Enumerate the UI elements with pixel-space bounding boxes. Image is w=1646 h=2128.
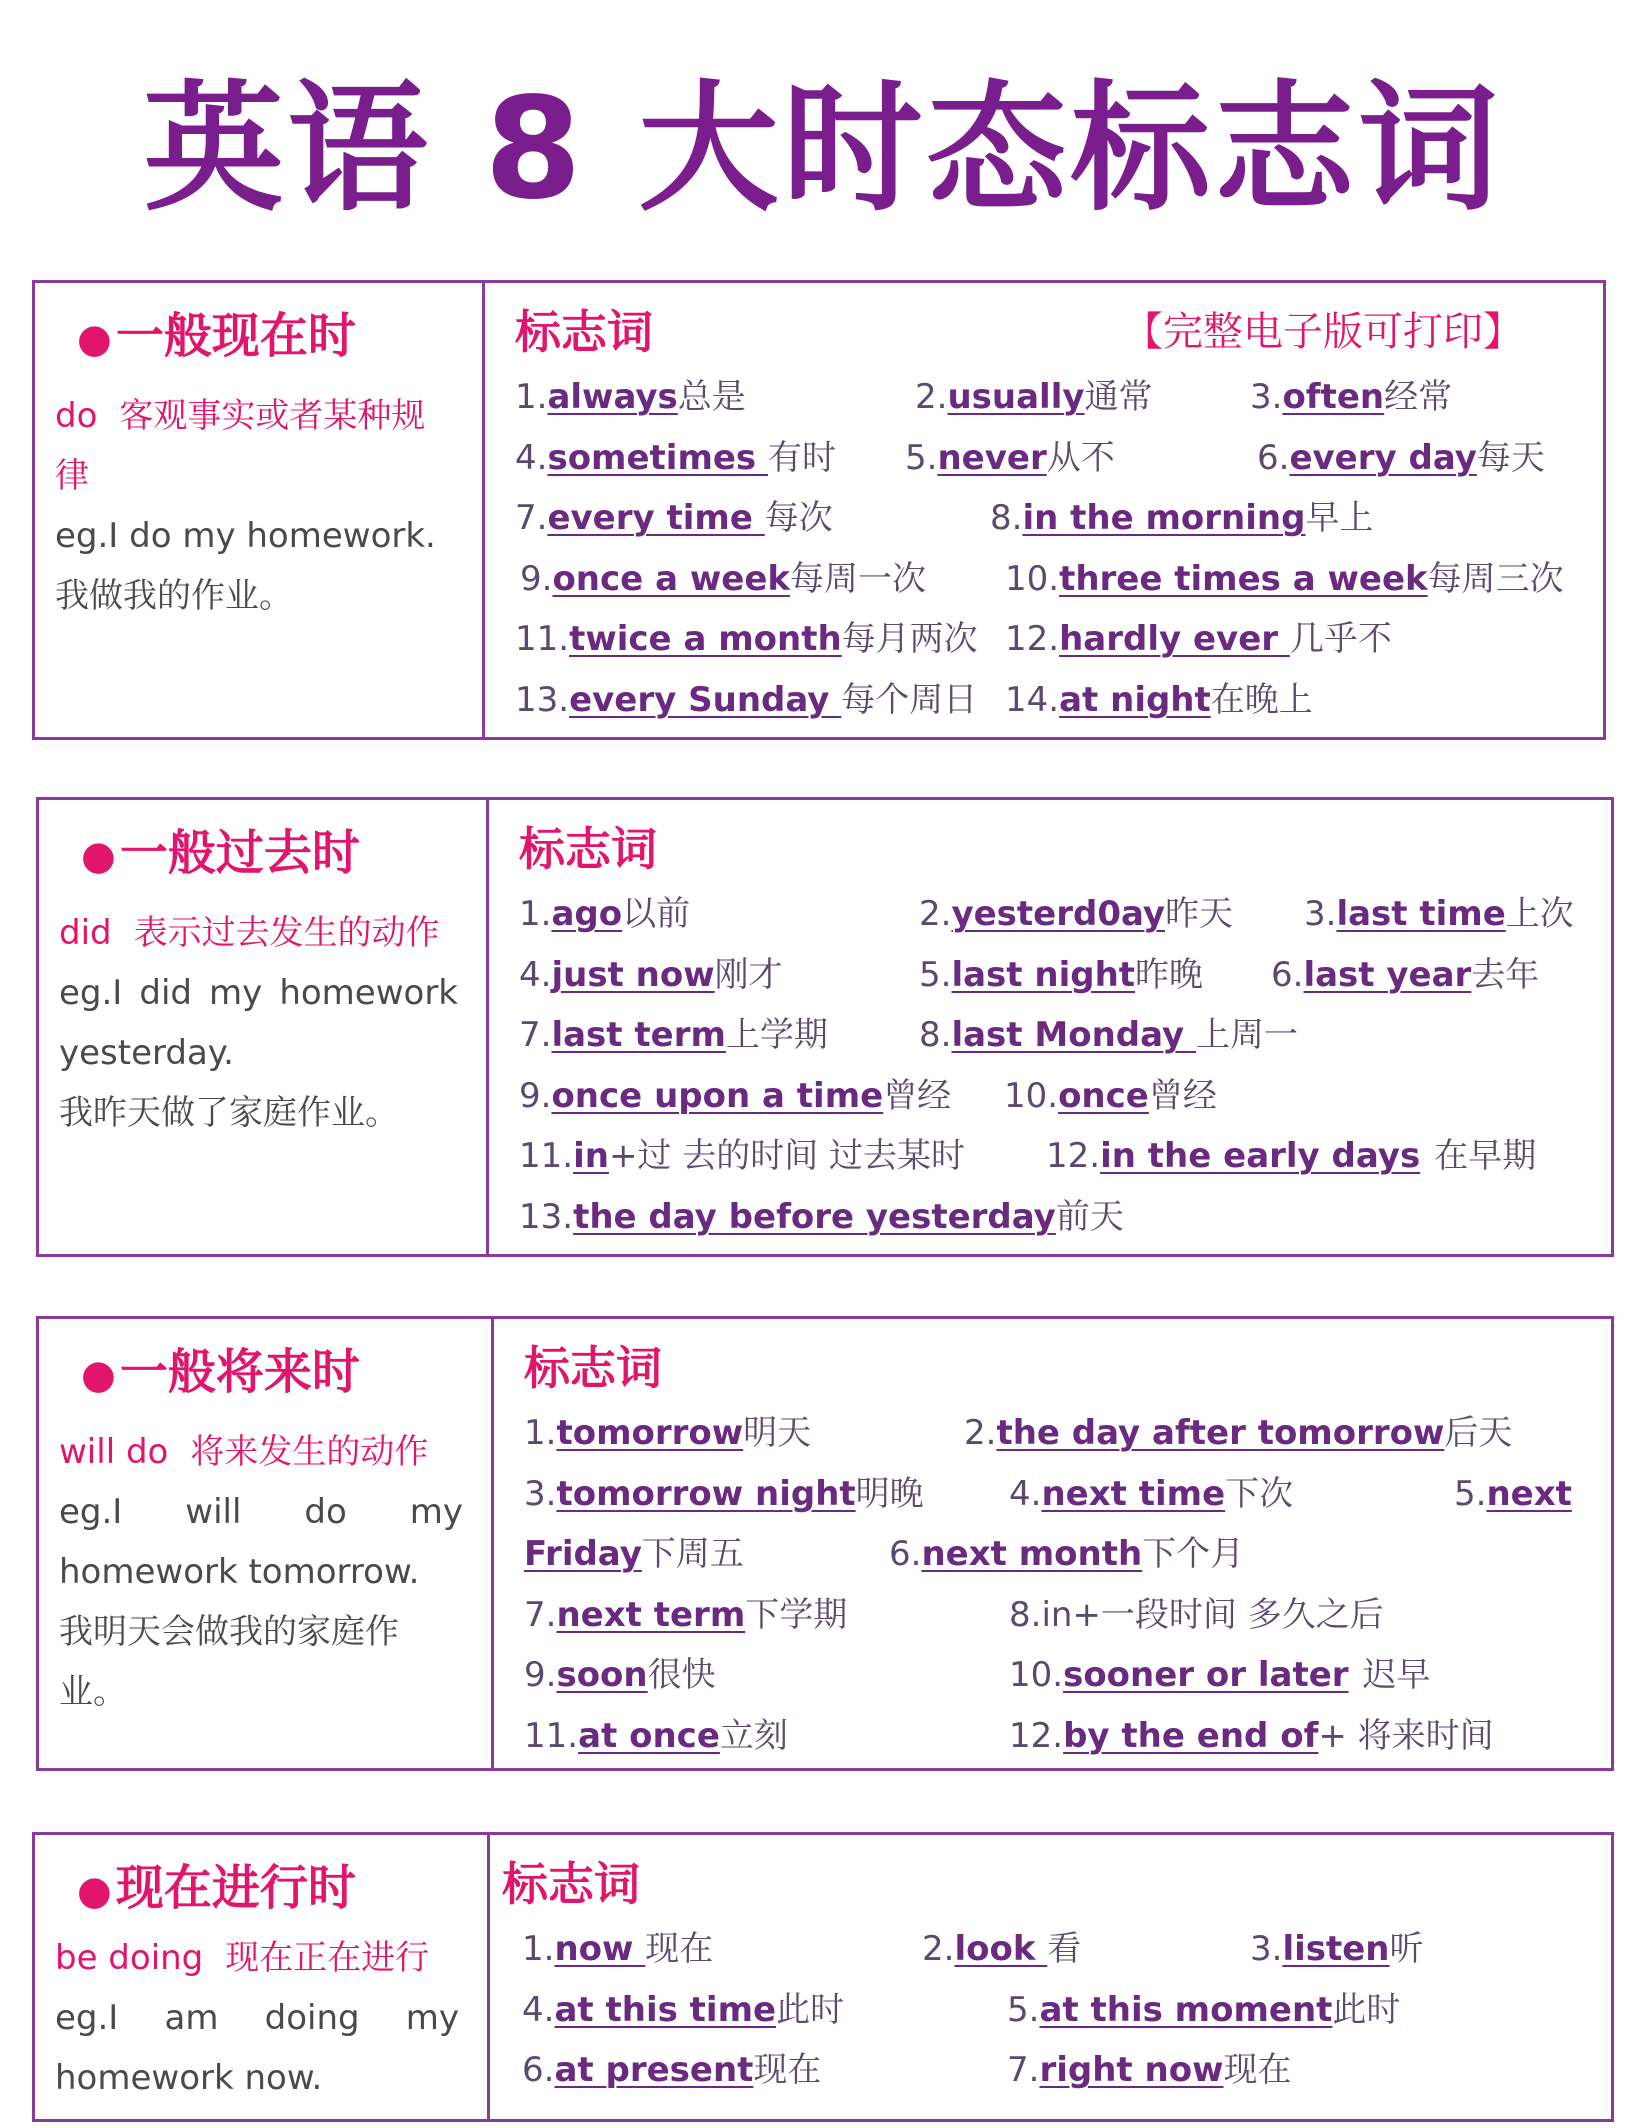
- form-description: 将来发生的动作: [190, 1432, 429, 1472]
- keyword-row: [515, 428, 1573, 489]
- keyword-row: [524, 1403, 1581, 1464]
- keyword-item: 13.the day before yesterday前天: [519, 1196, 1124, 1237]
- keyword-item: 2.look 看: [922, 1929, 1082, 1969]
- keyword-item: 1.tomorrow明天: [524, 1413, 812, 1453]
- form-structure: did: [59, 913, 112, 953]
- keyword-item: 5.at this moment此时: [1007, 1989, 1401, 2030]
- tense-section-simple-future: [36, 1316, 1614, 1771]
- keyword-item: 3.last time上次: [1304, 894, 1574, 934]
- keyword-item: 7.next term下学期: [524, 1594, 848, 1635]
- keyword-row: [524, 1524, 1581, 1585]
- keywords-header: [519, 814, 1581, 884]
- form-description: 客观事实或者某种规律: [55, 396, 426, 496]
- example-translation: 我昨天做了家庭作业。: [59, 1093, 399, 1133]
- tense-description-panel: [35, 1835, 490, 2119]
- keyword-item: 10.three times a week每周三次: [1005, 558, 1564, 599]
- keywords-header: [502, 1849, 1581, 1919]
- keyword-item: 9.once a week每周一次: [520, 558, 926, 599]
- printable-note: 【完整电子版可打印】: [1123, 309, 1523, 355]
- keyword-item: 8.in the morning早上: [990, 498, 1374, 538]
- keyword-row: [519, 1005, 1581, 1066]
- keyword-row: [524, 1464, 1581, 1525]
- keyword-row: [515, 549, 1573, 610]
- keywords-title: 标志词: [519, 822, 657, 876]
- bullet-icon: ●: [81, 1352, 116, 1398]
- keywords-panel: [494, 1319, 1611, 1768]
- tense-name-text: 一般现在时: [115, 308, 356, 364]
- tense-description-panel: [39, 800, 489, 1254]
- keyword-item: 10.sooner or later 迟早: [1009, 1655, 1431, 1695]
- keyword-item: 7.right now现在: [1007, 2050, 1292, 2090]
- keyword-row: [519, 1066, 1581, 1127]
- keywords-header: [524, 1333, 1581, 1403]
- page-title: 英语 8 大时态标志词: [143, 68, 1503, 231]
- keyword-item: 11.at once立刻: [524, 1715, 788, 1756]
- keyword-item: 12.hardly ever 几乎不: [1005, 619, 1392, 659]
- keyword-item: 2.the day after tomorrow后天: [964, 1413, 1513, 1453]
- tense-name: [77, 303, 454, 372]
- keyword-item: 3.listen听: [1250, 1929, 1424, 1969]
- keyword-item: 3.often经常: [1250, 377, 1453, 417]
- keyword-row: [515, 367, 1573, 428]
- example-sentence: eg.I will do my homework tomorrow.: [59, 1492, 463, 1592]
- tense-name: [81, 820, 458, 889]
- tense-section-present-continuous: [32, 1832, 1614, 2122]
- keyword-item: 6.every day每天: [1257, 437, 1545, 478]
- keywords-panel: [490, 1835, 1611, 2119]
- keyword-item: 5.last night昨晚: [919, 954, 1204, 995]
- keyword-row: [515, 670, 1573, 731]
- keyword-item: 12.in the early days 在早期: [1046, 1136, 1537, 1176]
- keyword-item: 11.twice a month每月两次: [515, 619, 978, 659]
- keyword-item: 6.next month下个月: [889, 1534, 1245, 1574]
- keyword-item: 4.next time下次: [1009, 1473, 1294, 1514]
- tense-name-text: 现在进行时: [115, 1860, 356, 1916]
- keyword-item: 1.now 现在: [522, 1929, 714, 1969]
- keyword-row: [524, 1585, 1581, 1646]
- keyword-row: [519, 884, 1581, 945]
- keyword-item: 11.in+过 去的时间 过去某时: [519, 1136, 966, 1176]
- form-description: 表示过去发生的动作: [133, 913, 440, 953]
- form-description: 现在正在进行: [225, 1938, 430, 1978]
- keyword-item: 4.sometimes 有时: [515, 437, 837, 478]
- keywords-panel: [489, 800, 1611, 1254]
- keyword-item: 10.once曾经: [1004, 1075, 1217, 1116]
- form-structure: will do: [59, 1432, 169, 1472]
- keywords-header: [515, 297, 1573, 367]
- keywords-title: 标志词: [524, 1341, 662, 1395]
- tense-name-text: 一般将来时: [119, 1344, 360, 1400]
- keyword-row: [502, 1980, 1581, 2041]
- keyword-item: 14.at night在晚上: [1005, 679, 1313, 720]
- example-translation: 我明天会做我的家庭作业。: [59, 1612, 399, 1712]
- keyword-item: Friday下周五: [524, 1534, 744, 1574]
- tense-form: [55, 386, 454, 506]
- keywords-title: 标志词: [502, 1857, 640, 1911]
- keyword-item: 8.last Monday 上周一: [919, 1015, 1299, 1055]
- tense-name: [77, 1855, 459, 1924]
- keyword-item: 9.soon很快: [524, 1655, 716, 1695]
- tense-name-text: 一般过去时: [119, 825, 360, 881]
- keyword-item: 2.yesterd0ay昨天: [919, 894, 1234, 934]
- keyword-row: [524, 1706, 1581, 1767]
- keywords-title: 标志词: [515, 305, 653, 359]
- tense-section-simple-past: [36, 797, 1614, 1257]
- form-structure: do: [55, 396, 98, 436]
- keyword-row: [524, 1645, 1581, 1706]
- keyword-item: 12.by the end of+ 将来时间: [1009, 1715, 1494, 1756]
- keyword-row: [502, 1919, 1581, 1980]
- tense-description-panel: [39, 1319, 494, 1768]
- keyword-item: 5.next: [1454, 1473, 1572, 1514]
- keyword-row: [519, 945, 1581, 1006]
- example-sentence: eg.I did my homework yesterday.: [59, 973, 458, 1073]
- keywords-panel: [485, 283, 1603, 737]
- form-structure: be doing: [55, 1938, 204, 1978]
- example-sentence: eg.I am doing my homework now.: [55, 1998, 459, 2098]
- tense-section-simple-present: [32, 280, 1606, 740]
- keyword-item: 1.always总是: [515, 377, 746, 417]
- keyword-item: 8.in+一段时间 多久之后: [1009, 1594, 1384, 1635]
- bullet-icon: ●: [77, 316, 112, 362]
- tense-form: [59, 903, 458, 963]
- keyword-item: 4.just now刚才: [519, 954, 783, 995]
- keyword-row: [519, 1187, 1581, 1248]
- keyword-item: 7.last term上学期: [519, 1015, 828, 1055]
- keyword-item: 6.at present现在: [522, 2050, 822, 2090]
- keyword-item: 2.usually通常: [915, 377, 1153, 417]
- bullet-icon: ●: [77, 1868, 112, 1914]
- keyword-row: [515, 488, 1573, 549]
- bullet-icon: ●: [81, 833, 116, 879]
- tense-name: [81, 1339, 463, 1408]
- tense-form: [59, 1422, 463, 1482]
- example-sentence: eg.I do my homework.: [55, 516, 436, 556]
- keyword-item: 6.last year去年: [1271, 954, 1540, 995]
- tense-description-panel: [35, 283, 485, 737]
- keyword-row: [515, 609, 1573, 670]
- keyword-item: 7.every time 每次: [515, 498, 833, 538]
- keyword-row: [502, 2040, 1581, 2101]
- keyword-item: 13.every Sunday 每个周日: [515, 679, 978, 720]
- keyword-item: 9.once upon a time曾经: [519, 1075, 952, 1116]
- keyword-item: 3.tomorrow night明晚: [524, 1473, 924, 1514]
- keyword-item: 4.at this time此时: [522, 1989, 845, 2030]
- example-translation: 我做我的作业。: [55, 576, 293, 616]
- tense-form: [55, 1928, 459, 1988]
- keyword-row: [519, 1126, 1581, 1187]
- keyword-item: 5.never从不: [905, 437, 1115, 478]
- keyword-item: 1.ago以前: [519, 894, 691, 934]
